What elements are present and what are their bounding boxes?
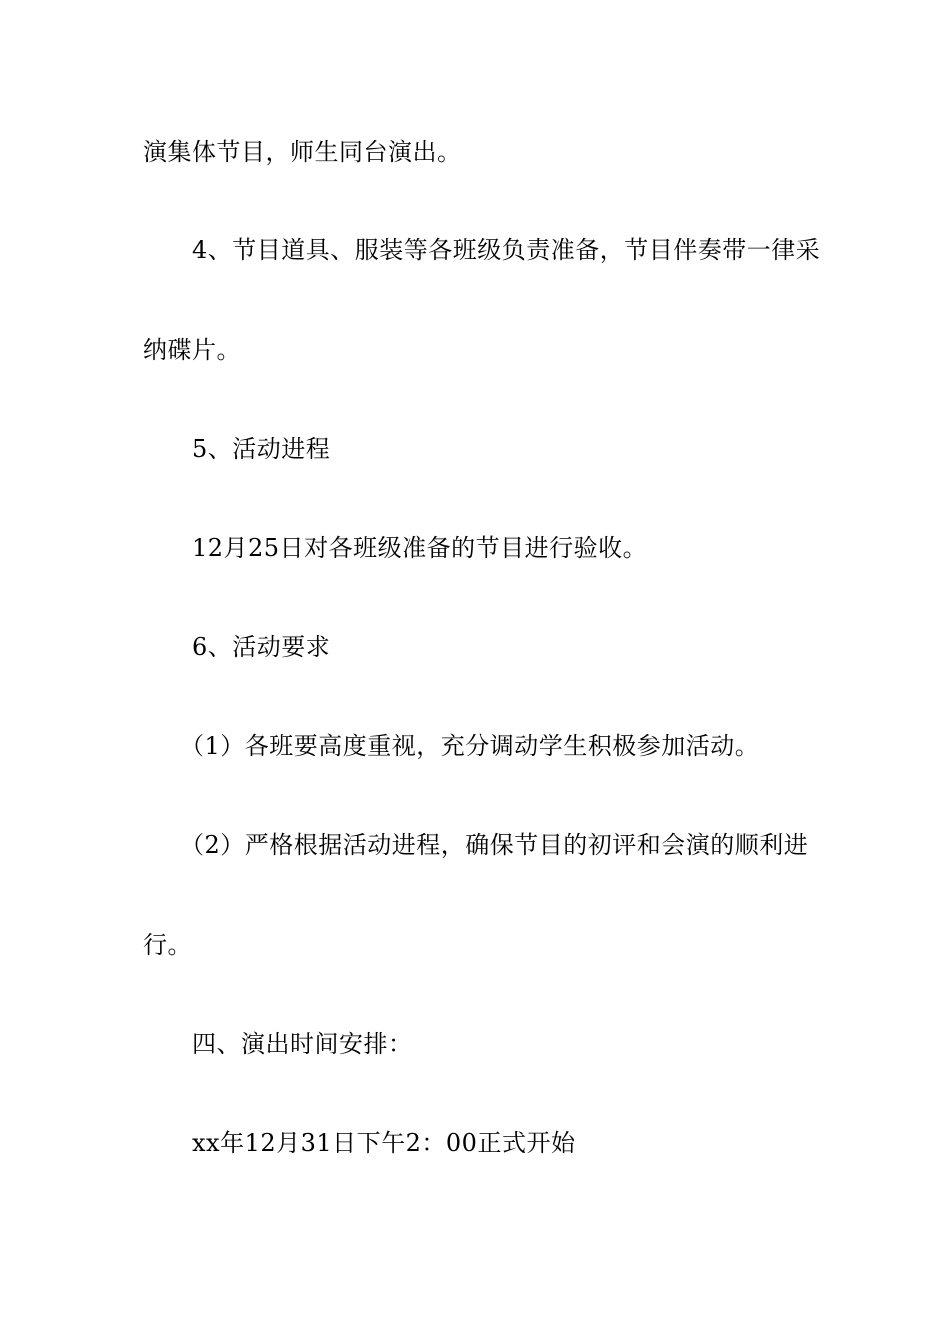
text-line: 演集体节目，师生同台演出。 (143, 138, 462, 166)
text-line: （1）各班要高度重视，充分调动学生积极参加活动。 (180, 732, 760, 760)
text-line: 12月25日对各班级准备的节目进行验收。 (192, 534, 648, 562)
section-heading: 6、活动要求 (192, 633, 331, 661)
text-line: （2）严格根据活动进程，确保节目的初评和会演的顺利进 (180, 831, 809, 859)
text-line: xx年12月31日下午2：00正式开始 (192, 1129, 576, 1157)
text-line: 纳碟片。 (143, 336, 241, 364)
section-heading: 四、演出时间安排： (192, 1030, 413, 1058)
section-heading: 5、活动进程 (192, 435, 331, 463)
text-line: 4、节目道具、服装等各班级负责准备，节目伴奏带一律采 (192, 236, 821, 264)
text-line: 行。 (143, 931, 192, 959)
